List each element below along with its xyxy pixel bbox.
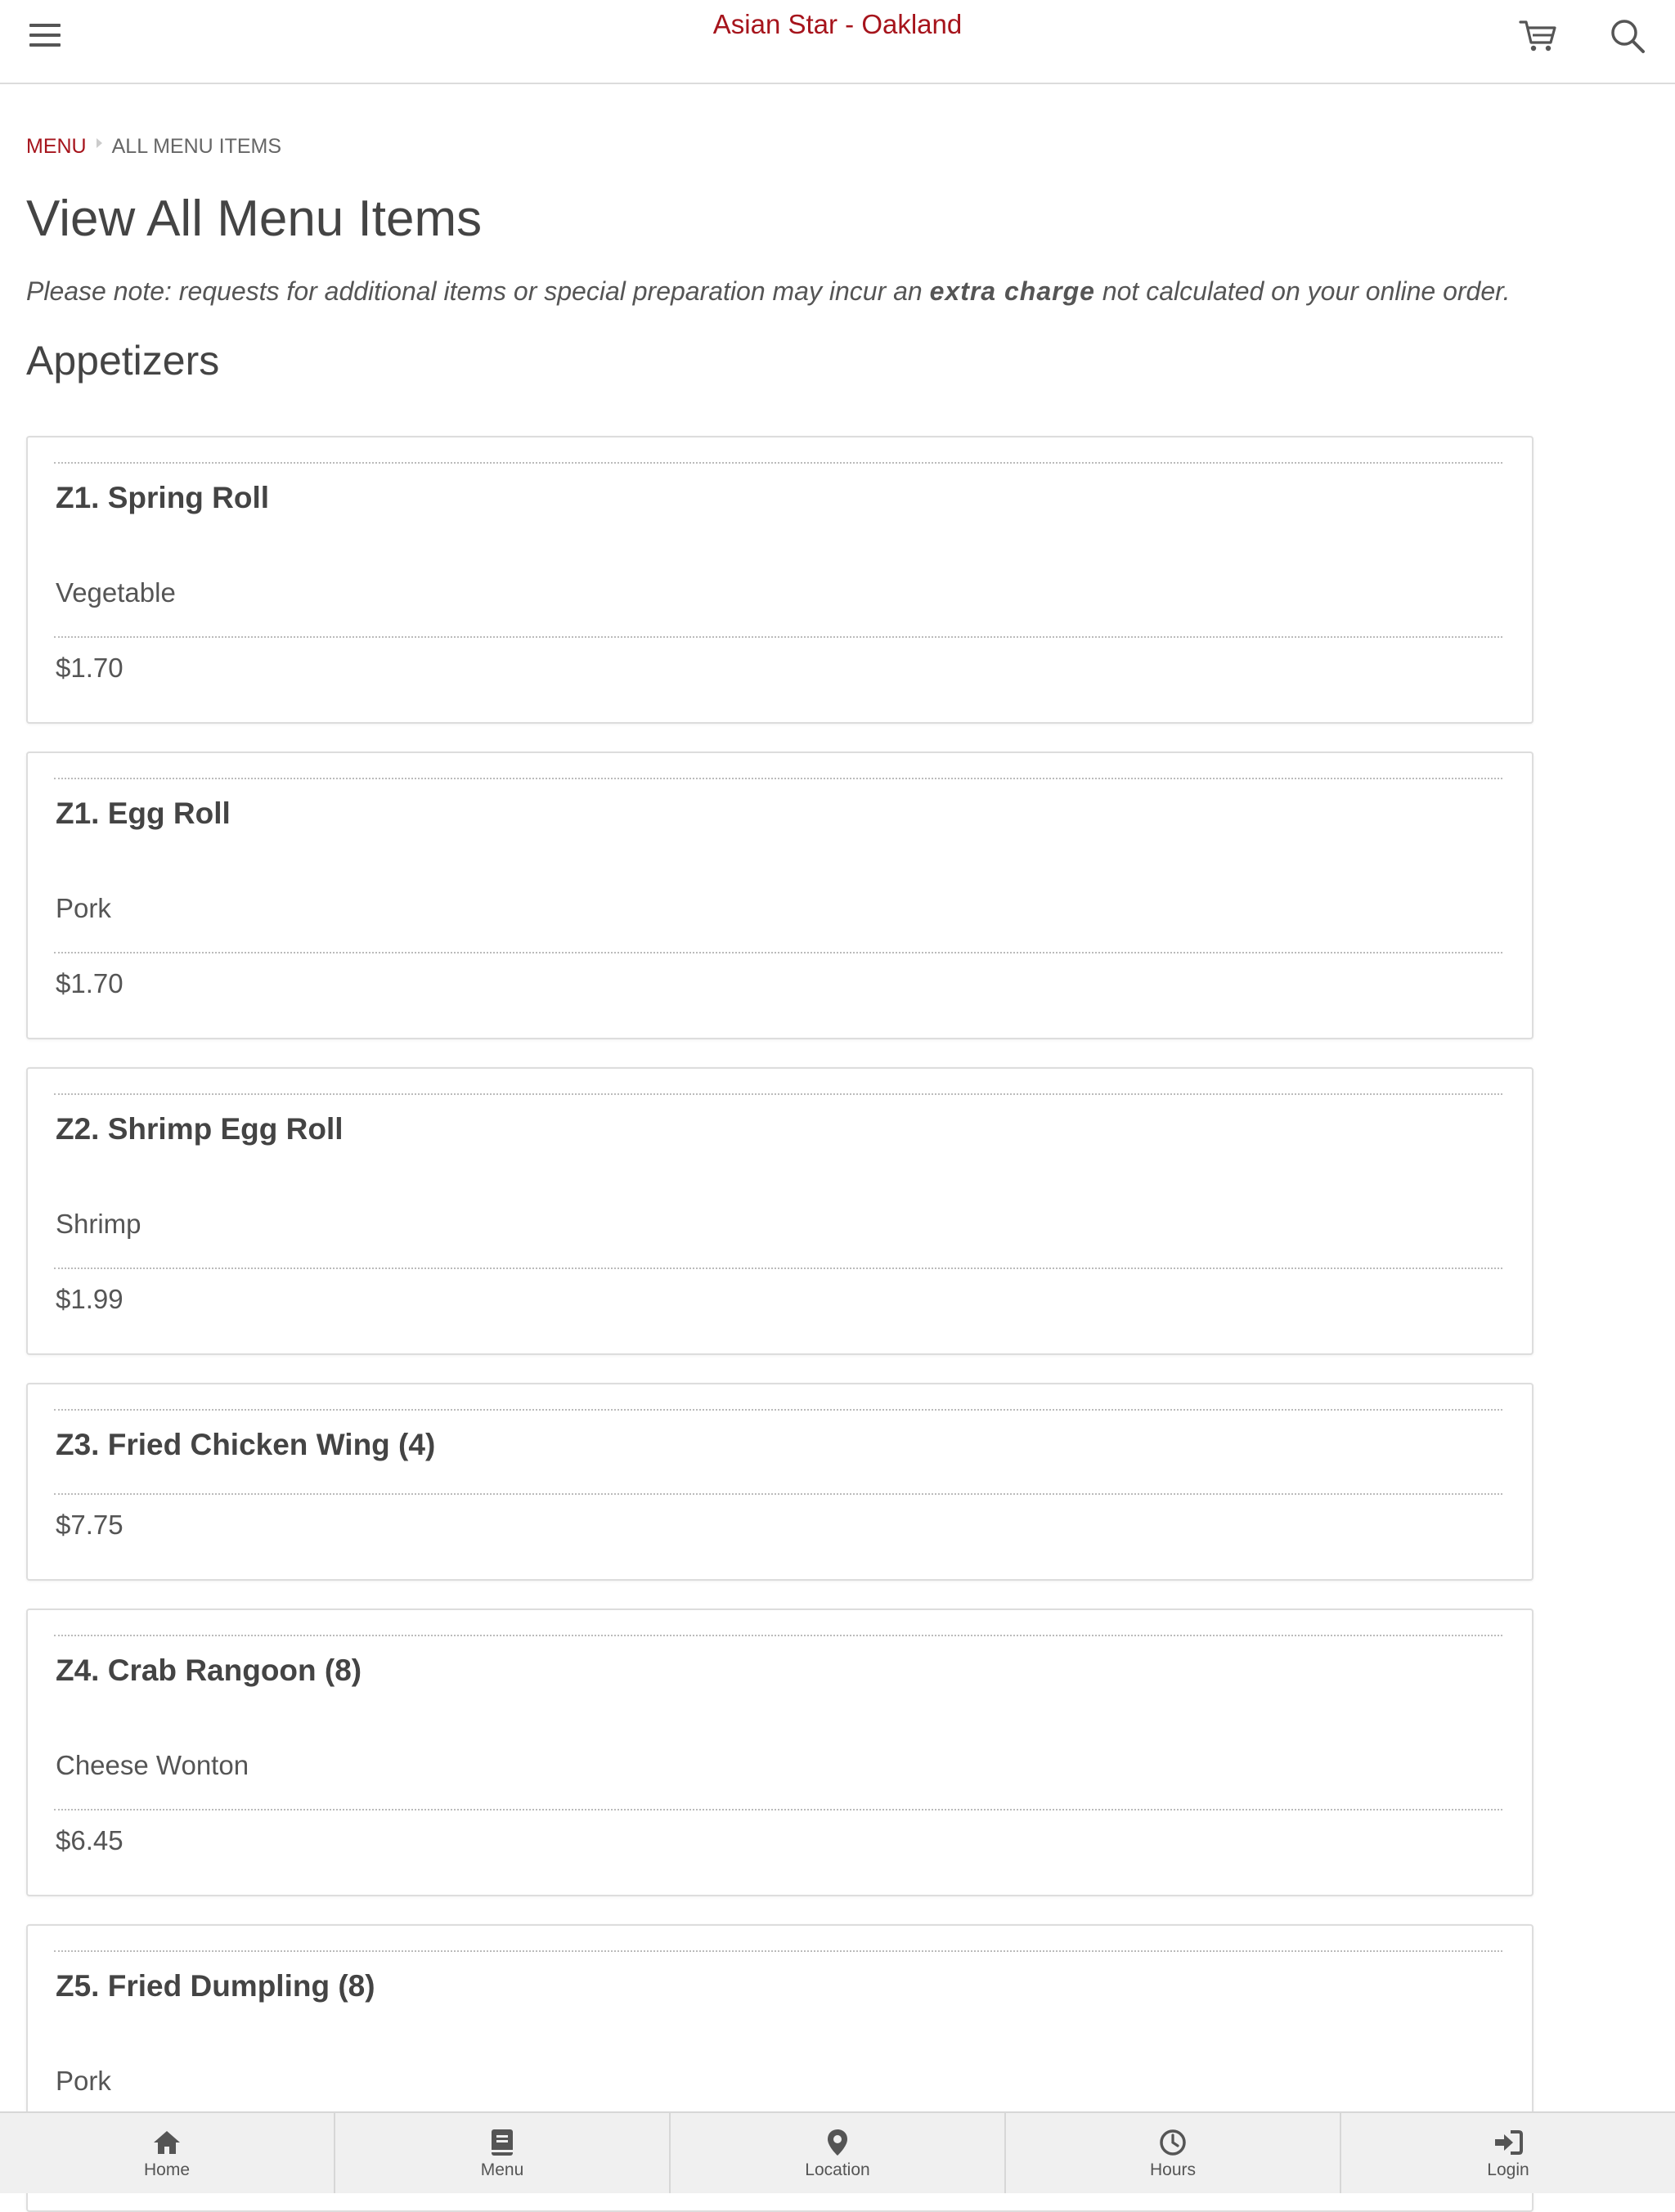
breadcrumb-current: ALL MENU ITEMS bbox=[111, 135, 282, 158]
item-price: $6.45 bbox=[56, 1825, 123, 1855]
nav-menu[interactable] bbox=[335, 2113, 671, 2193]
item-name[interactable]: Z1. Spring Roll bbox=[56, 481, 270, 514]
nav-location[interactable] bbox=[671, 2113, 1006, 2193]
item-description: Pork bbox=[56, 893, 111, 923]
menu-item-card[interactable] bbox=[26, 752, 1534, 1039]
item-description: Pork bbox=[56, 2066, 111, 2096]
dotted-divider bbox=[54, 1809, 1502, 1810]
search-icon bbox=[1610, 18, 1646, 54]
nav-hours[interactable] bbox=[1006, 2113, 1341, 2193]
dotted-divider bbox=[54, 1409, 1502, 1411]
nav-login[interactable] bbox=[1341, 2113, 1675, 2193]
nav-location-label: Location bbox=[805, 2160, 870, 2179]
nav-hours-label: Hours bbox=[1149, 2160, 1197, 2179]
cart-button[interactable] bbox=[1515, 13, 1560, 59]
dotted-divider bbox=[54, 1493, 1502, 1495]
breadcrumb-separator-icon bbox=[97, 138, 102, 148]
nav-home[interactable] bbox=[0, 2113, 335, 2193]
cart-icon bbox=[1519, 19, 1556, 53]
dotted-divider bbox=[54, 1950, 1502, 1952]
bottom-nav bbox=[0, 2111, 1675, 2193]
section-title-appetizers: Appetizers bbox=[26, 338, 220, 384]
item-name[interactable]: Z2. Shrimp Egg Roll bbox=[56, 1112, 344, 1146]
breadcrumb bbox=[26, 132, 281, 160]
dotted-divider bbox=[54, 1635, 1502, 1636]
page-title: View All Menu Items bbox=[26, 191, 483, 247]
search-button[interactable] bbox=[1605, 13, 1650, 59]
dotted-divider bbox=[54, 952, 1502, 953]
item-price: $7.75 bbox=[56, 1510, 123, 1540]
menu-item-card[interactable] bbox=[26, 436, 1534, 724]
restaurant-title[interactable]: Asian Star - Oakland bbox=[712, 9, 963, 39]
item-name[interactable]: Z1. Egg Roll bbox=[56, 796, 231, 830]
breadcrumb-menu-link[interactable]: MENU bbox=[26, 135, 87, 158]
location-pin-icon bbox=[823, 2128, 852, 2157]
menu-item-card[interactable] bbox=[26, 1609, 1534, 1896]
dotted-divider bbox=[54, 1093, 1502, 1095]
top-header bbox=[0, 0, 1675, 84]
item-price: $1.70 bbox=[56, 653, 123, 683]
menu-item-card[interactable] bbox=[26, 1383, 1534, 1581]
item-description: Vegetable bbox=[56, 577, 176, 608]
dotted-divider bbox=[54, 1268, 1502, 1269]
order-notice bbox=[26, 273, 1511, 309]
dotted-divider bbox=[54, 636, 1502, 638]
login-icon bbox=[1493, 2128, 1523, 2157]
nav-home-label: Home bbox=[143, 2160, 191, 2179]
home-icon bbox=[152, 2128, 182, 2157]
dotted-divider bbox=[54, 462, 1502, 464]
nav-menu-label: Menu bbox=[480, 2160, 524, 2179]
item-description: Cheese Wonton bbox=[56, 1750, 249, 1780]
item-name[interactable]: Z3. Fried Chicken Wing (4) bbox=[56, 1428, 436, 1461]
menu-item-card[interactable] bbox=[26, 1067, 1534, 1355]
item-name[interactable]: Z5. Fried Dumpling (8) bbox=[56, 1969, 375, 2003]
notice-extra-charge: extra charge bbox=[929, 276, 1095, 306]
clock-icon bbox=[1158, 2128, 1188, 2157]
notice-text-end: not calculated on your online order. bbox=[1094, 276, 1511, 306]
notice-text-start: Please note: requests for additional items or special preparation may incur an bbox=[26, 276, 930, 306]
item-name[interactable]: Z4. Crab Rangoon (8) bbox=[56, 1653, 362, 1687]
item-price: $1.70 bbox=[56, 968, 123, 998]
item-price: $1.99 bbox=[56, 1284, 123, 1314]
menu-book-icon bbox=[487, 2128, 517, 2157]
dotted-divider bbox=[54, 778, 1502, 779]
nav-login-label: Login bbox=[1487, 2160, 1529, 2179]
item-description: Shrimp bbox=[56, 1209, 141, 1239]
